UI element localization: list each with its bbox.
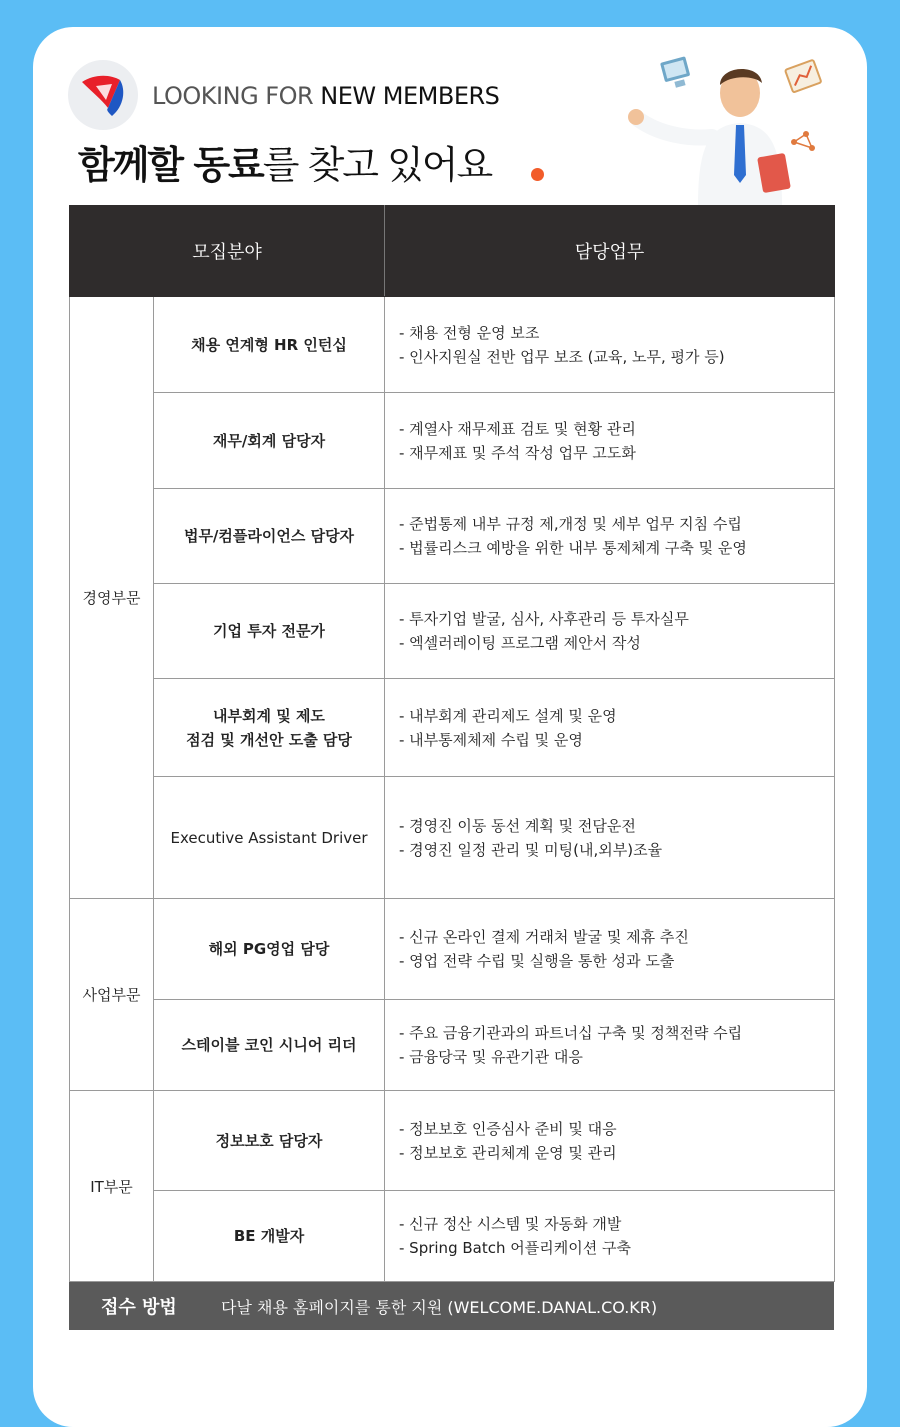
duty-line: - 경영진 일정 관리 및 미팅(내,외부)조율 bbox=[399, 840, 663, 859]
role-title: 법무/컴플라이언스 담당자 bbox=[154, 489, 385, 584]
role-title-line: 점검 및 개선안 도출 담당 bbox=[186, 730, 352, 749]
duty-line: - 내부통제체제 수립 및 운영 bbox=[399, 730, 583, 749]
table-header-row bbox=[70, 206, 835, 297]
table-row bbox=[70, 679, 835, 777]
application-method-bar bbox=[69, 1282, 834, 1330]
table-row bbox=[70, 1191, 835, 1282]
duty-line: - 정보보호 관리체계 운영 및 관리 bbox=[399, 1143, 617, 1162]
table-row bbox=[70, 777, 835, 899]
duty-line: - 영업 전략 수립 및 실행을 통한 성과 도출 bbox=[399, 952, 675, 970]
role-duties bbox=[385, 584, 835, 679]
page-title-rest: 를 찾고 있어요 bbox=[262, 143, 492, 187]
duty-line: - 엑셀러레이팅 프로그램 제안서 작성 bbox=[399, 634, 641, 652]
duty-line: - 법률리스크 예방을 위한 내부 통제체계 구축 및 운영 bbox=[399, 539, 747, 557]
role-duties bbox=[385, 393, 835, 489]
table-row bbox=[70, 297, 835, 393]
role-duties bbox=[385, 297, 835, 393]
role-duties bbox=[385, 679, 835, 777]
role-duties bbox=[385, 1000, 835, 1091]
role-title: Executive Assistant Driver bbox=[154, 777, 385, 899]
duty-line: - 준법통제 내부 규정 제,개정 및 세부 업무 지침 수립 bbox=[399, 515, 742, 533]
duty-line: - 경영진 이동 동선 계획 및 전담운전 bbox=[399, 816, 636, 835]
table-row bbox=[70, 584, 835, 679]
division-management: 경영부문 bbox=[70, 297, 154, 899]
duty-line: - 인사지원실 전반 업무 보조 (교육, 노무, 평가 등) bbox=[399, 347, 725, 366]
role-duties bbox=[385, 1191, 835, 1282]
table-row bbox=[70, 1091, 835, 1191]
duty-line: - 채용 전형 운영 보조 bbox=[399, 323, 540, 342]
role-duties bbox=[385, 899, 835, 1000]
role-title: 채용 연계형 HR 인턴십 bbox=[154, 297, 385, 393]
role-title-line: 내부회계 및 제도 bbox=[213, 706, 325, 725]
role-title: 재무/회계 담당자 bbox=[154, 393, 385, 489]
role-title: 기업 투자 전문가 bbox=[154, 584, 385, 679]
role-title: 정보보호 담당자 bbox=[154, 1091, 385, 1191]
duty-line: - 주요 금융기관과의 파트너십 구축 및 정책전략 수립 bbox=[399, 1024, 743, 1042]
duty-line: - 계열사 재무제표 검토 및 현황 관리 bbox=[399, 419, 636, 438]
application-method-label: 접수 방법 bbox=[101, 1297, 177, 1318]
duty-line: - 정보보호 인증심사 준비 및 대응 bbox=[399, 1119, 617, 1138]
division-it: IT부문 bbox=[70, 1091, 154, 1282]
duty-line: - 내부회계 관리제도 설계 및 운영 bbox=[399, 706, 617, 725]
tagline-light: LOOKING FOR bbox=[152, 82, 321, 110]
role-duties bbox=[385, 489, 835, 584]
role-title: BE 개발자 bbox=[154, 1191, 385, 1282]
businessman-illustration bbox=[620, 55, 850, 205]
duty-line: - 투자기업 발굴, 심사, 사후관리 등 투자실무 bbox=[399, 610, 689, 628]
danal-logo-icon bbox=[68, 60, 138, 130]
table-row bbox=[70, 489, 835, 584]
role-title bbox=[154, 679, 385, 777]
duty-line: - Spring Batch 어플리케이션 구축 bbox=[399, 1239, 631, 1257]
duty-line: - 신규 온라인 결제 거래처 발굴 및 제휴 추진 bbox=[399, 928, 689, 946]
role-title: 해외 PG영업 담당 bbox=[154, 899, 385, 1000]
role-title: 스테이블 코인 시니어 리더 bbox=[154, 1000, 385, 1091]
duty-line: - 재무제표 및 주석 작성 업무 고도화 bbox=[399, 443, 636, 462]
table-row bbox=[70, 1000, 835, 1091]
role-duties bbox=[385, 1091, 835, 1191]
page-title-bold: 함께할 동료 bbox=[78, 143, 263, 187]
duty-line: - 신규 정산 시스템 및 자동화 개발 bbox=[399, 1215, 622, 1233]
duty-line: - 금융당국 및 유관기관 대응 bbox=[399, 1048, 583, 1066]
column-header-field: 모집분야 bbox=[70, 206, 385, 297]
role-duties bbox=[385, 777, 835, 899]
column-header-duties: 담당업무 bbox=[385, 206, 835, 297]
tagline bbox=[152, 82, 499, 110]
application-method-value: 다날 채용 홈페이지를 통한 지원 (WELCOME.DANAL.CO.KR) bbox=[221, 1297, 658, 1317]
recruitment-table bbox=[69, 205, 835, 1282]
accent-dot bbox=[531, 168, 544, 181]
division-business: 사업부문 bbox=[70, 899, 154, 1091]
tagline-bold: NEW MEMBERS bbox=[320, 82, 500, 110]
table-row bbox=[70, 899, 835, 1000]
table-row bbox=[70, 393, 835, 489]
page-title bbox=[78, 134, 491, 189]
